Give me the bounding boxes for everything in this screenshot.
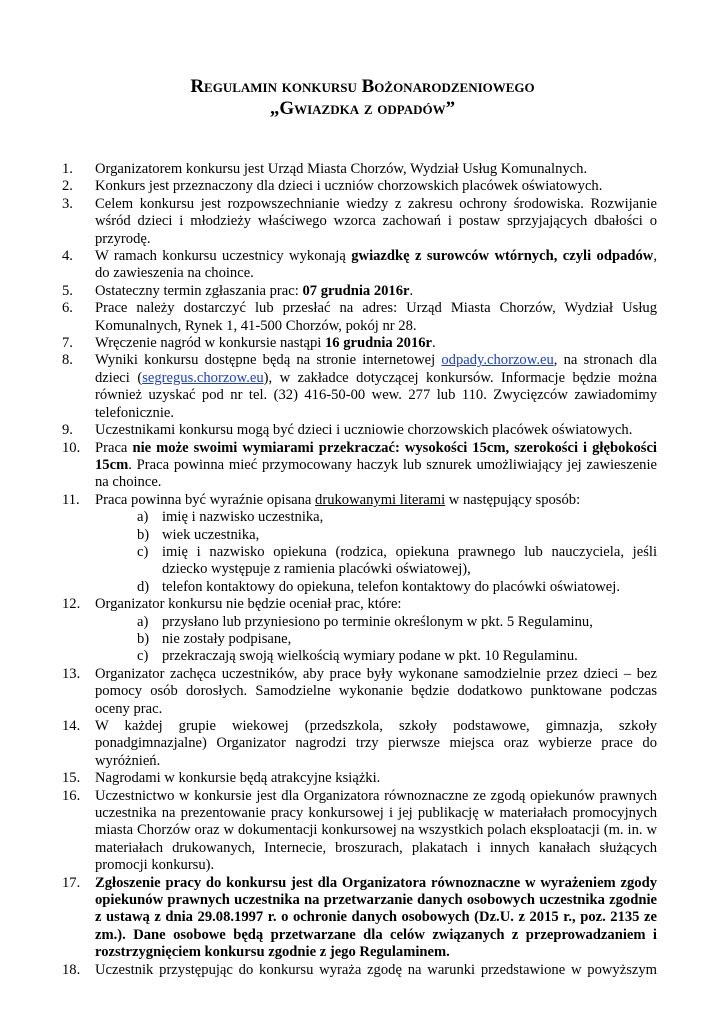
item-text: Ostateczny termin zgłaszania prac: 07 grudnia 2016r. — [95, 282, 414, 299]
item-text: W każdej grupie wiekowej (przedszkola, szkoły podstawowe, gimnazja, szkoły ponadgimnazjalne) Organizator nagrodzi trzy pierwsze miejsca oraz wybierze prace do wyróżnień. — [95, 718, 657, 769]
item-number: 12. — [62, 596, 81, 613]
segregus-link[interactable]: segregus.chorzow.eu — [142, 369, 264, 386]
item-number: 3. — [62, 195, 73, 212]
item-text: Organizator zachęca uczestników, aby prace były wykonane samodzielnie przez dzieci – bez pomocy osób dorosłych. Samodzielne wykonanie będzie dodatkowo punktowane podczas oceny prac. — [95, 665, 657, 717]
item-text: Celem konkursu jest rozpowszechnianie wiedzy z zakresu ochrony środowiska. Rozwijanie wśród dzieci i młodzieży właściwego wzorca zachowań i postaw sprzyjających dbałości o przyrodę. — [95, 195, 657, 247]
list-item — [62, 300, 657, 335]
underlined-text: drukowanymi literami — [315, 491, 446, 508]
dimension-limit: nie może swoimi wymiarami przekraczać: wysokości 15cm, szerokości i głębokości 15cm — [95, 439, 657, 473]
item-text: Nagrodami w konkursie będą atrakcyjne książki. — [95, 770, 381, 787]
item-text: Praca powinna być wyraźnie opisana drukowanymi literami w następujący sposób: — [95, 491, 581, 508]
item-text: Uczestnikami konkursu mogą być dzieci i uczniowie chorzowskich placówek oświatowych. — [95, 422, 633, 439]
item-number: 1. — [62, 161, 73, 177]
item-text: Praca nie może swoimi wymiarami przekraczać: wysokości 15cm, szerokości i głębokości 15cm. Praca powinna mieć przymocowany haczyk lub sznurek umożliwiający jej zawieszenie na choince. — [95, 439, 657, 491]
item-number: 16. — [62, 787, 81, 804]
item-number: 9. — [62, 422, 73, 439]
item-number: 15. — [62, 770, 81, 787]
item-number: 11. — [62, 491, 80, 508]
list-item — [62, 596, 657, 613]
list-item — [62, 770, 657, 787]
document-title: Regulamin konkursu Bożonarodzeniowego — [190, 76, 535, 97]
sub-item: d) telefon kontaktowy do opiekuna, telefon kontaktowy do placówki oświatowej. — [137, 578, 620, 595]
item-text: Wręczenie nagród w konkursie nastąpi 16 grudnia 2016r. — [95, 335, 436, 352]
item-text: Zgłoszenie pracy do konkursu jest dla Organizatora równoznaczne w wyrażeniem zgody opiekunów prawnych uczestnika na przetwarzanie danych osobowych uczestnika zgodnie z ustawą z dnia 29.08.1997 r. o ochronie danych osobowych (Dz.U. z 2015 r., poz. 2135 ze zm.). Dane osobowe będą przetwarzane dla celów związanych z przeprowadzaniem i rozstrzygnięciem konkursu zgodnie z jego Regulaminem. — [95, 874, 657, 961]
item-number: 8. — [62, 352, 73, 369]
list-item — [62, 962, 657, 979]
sub-item: c) przekraczają swoją wielkością wymiary podane w pkt. 10 Regulaminu. — [137, 648, 578, 665]
list-item — [62, 422, 657, 439]
list-item — [62, 283, 657, 300]
award-date: 16 grudnia 2016r — [325, 335, 433, 352]
item-number: 17. — [62, 874, 81, 891]
list-item — [62, 335, 657, 352]
list-item — [62, 875, 657, 962]
item-text: Uczestnictwo w konkursie jest dla Organizatora równoznaczne ze zgodą opiekunów prawnych uczestnika na prezentowanie pracy konkursowej i jej publikację w materiałach promocyjnych miasta Chorzów oraz w dokumentacji konkursowej na wszystkich polach eksploatacji (m. in. w materiałach drukowanych, Internecie, broszurach, plakatach i innych kanałach służących promocji konkursu). — [95, 787, 657, 874]
item-number: 7. — [62, 335, 73, 352]
item-number: 5. — [62, 282, 73, 299]
list-item — [62, 440, 657, 492]
item-text: Prace należy dostarczyć lub przesłać na adres: Urząd Miasta Chorzów, Wydział Usług Komunalnych, Rynek 1, 41-500 Chorzów, pokój nr 28. — [95, 300, 657, 334]
bold-text: gwiazdkę z surowców wtórnych, czyli odpadów — [351, 248, 654, 265]
item-text: Organizator konkursu nie będzie oceniał prac, które: — [95, 596, 402, 613]
list-item — [62, 718, 657, 770]
odpady-link[interactable]: odpady.chorzow.eu — [441, 352, 554, 369]
rules-list — [62, 161, 657, 979]
list-item — [62, 196, 657, 248]
item-number: 14. — [62, 718, 81, 734]
item-number: 6. — [62, 300, 73, 317]
list-item — [62, 788, 657, 875]
list-item — [62, 666, 657, 718]
sub-item: a) imię i nazwisko uczestnika, — [137, 509, 324, 526]
sub-item: b) nie zostały podpisane, — [137, 630, 292, 647]
list-item — [62, 178, 657, 195]
deadline-date: 07 grudnia 2016r — [302, 282, 410, 299]
item-text: W ramach konkursu uczestnicy wykonają gwiazdkę z surowców wtórnych, czyli odpadów, do zawieszenia na choince. — [95, 248, 657, 282]
sub-item: b) wiek uczestnika, — [137, 526, 260, 543]
item-text: Konkurs jest przeznaczony dla dzieci i uczniów chorzowskich placówek oświatowych. — [95, 178, 603, 195]
item-number: 18. — [62, 961, 81, 978]
sub-item: c) imię i nazwisko opiekuna (rodzica, opiekuna prawnego lub nauczyciela, jeśli dziecko występuje z ramienia placówki oświatowej), — [137, 543, 657, 578]
document-subtitle: „Gwiazdka z odpadów” — [269, 98, 456, 119]
list-item — [62, 248, 657, 283]
item-number: 4. — [62, 248, 73, 265]
list-item — [62, 492, 657, 509]
sub-item: a) przysłano lub przyniesiono po terminie określonym w pkt. 5 Regulaminu, — [137, 613, 593, 630]
item-text: Organizatorem konkursu jest Urząd Miasta Chorzów, Wydział Usług Komunalnych. — [95, 161, 588, 177]
item-number: 10. — [62, 439, 81, 456]
item-text: Uczestnik przystępując do konkursu wyraża zgodę na warunki przedstawione w powyższym — [95, 961, 657, 978]
item-number: 13. — [62, 665, 81, 682]
item-text: Wyniki konkursu dostępne będą na stronie internetowej odpady.chorzow.eu, na stronach dla dzieci (segregus.chorzow.eu), w zakładce dotyczącej konkursów. Informacje będzie można również uzyskać pod nr tel. (32) 416-50-00 wew. 277 lub 110. Zwycięzców zawiadomimy telefonicznie. — [95, 352, 657, 421]
item-number: 2. — [62, 178, 73, 195]
list-item — [62, 352, 657, 422]
list-item — [62, 161, 657, 178]
